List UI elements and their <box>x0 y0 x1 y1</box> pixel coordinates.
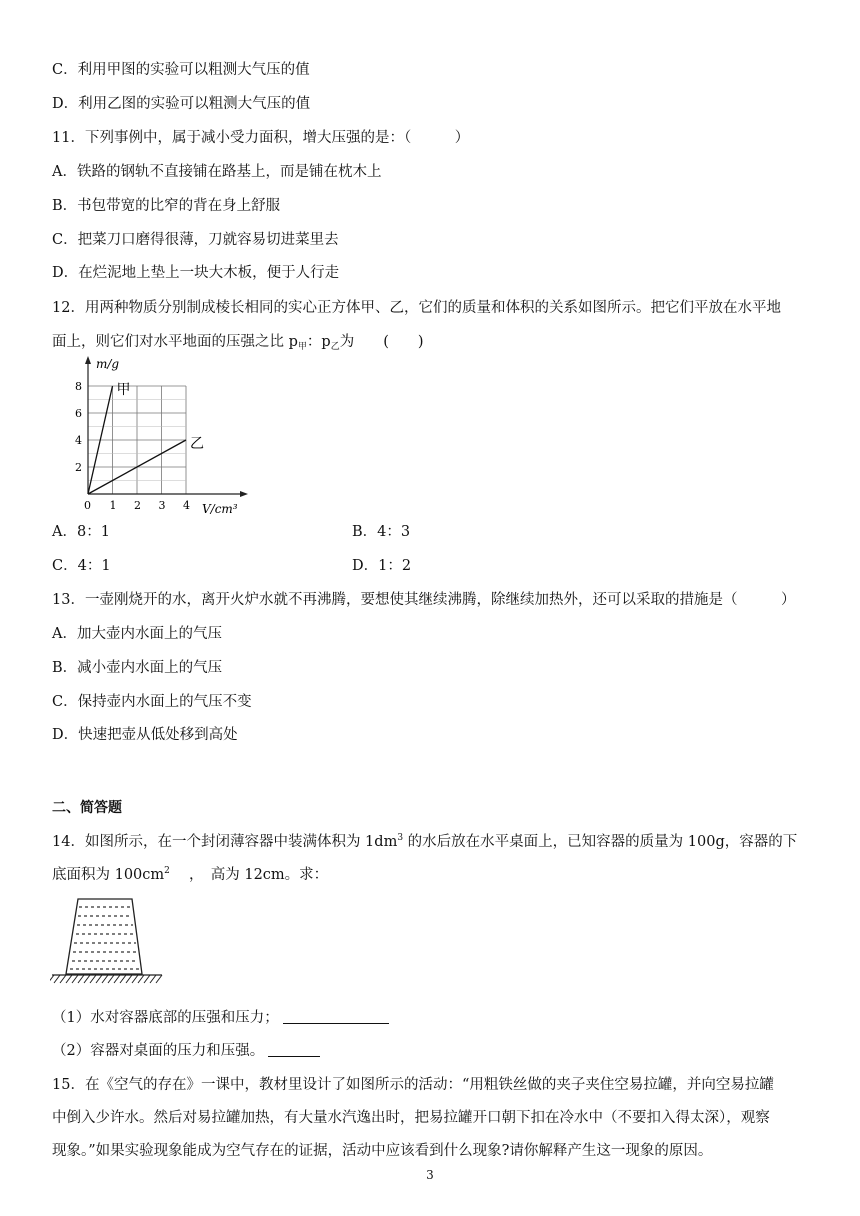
q14-sub2-text: （2）容器对桌面的压力和压强。 <box>52 1043 265 1059</box>
x-tick-label: 3 <box>158 499 166 512</box>
q13-option-b: B．减小壶内水面上的气压 <box>52 660 223 676</box>
origin-label: 0 <box>84 499 91 512</box>
hatch-line <box>50 975 54 983</box>
hatch-line <box>90 975 96 983</box>
q12-stem-line2-pre: 面上，则它们对水平地面的压强之比 p <box>52 334 298 350</box>
q13-option-a: A．加大壶内水面上的气压 <box>52 626 222 642</box>
q14-line2-pre: 底面积为 100cm <box>52 867 165 883</box>
hatch-line <box>150 975 156 983</box>
q13-option-c: C．保持壶内水面上的气压不变 <box>52 694 252 710</box>
q11-option-b: B．书包带宽的比窄的背在身上舒服 <box>52 198 281 214</box>
chart-grid <box>88 386 186 494</box>
q14-sub1-blank[interactable] <box>283 1009 389 1024</box>
q12-option-a: A．8：1 <box>52 524 110 540</box>
q14-sub2 <box>52 1041 320 1061</box>
hatch-line <box>66 975 72 983</box>
q14-line1-post: 的水后放在水平桌面上，已知容器的质量为 100g，容器的下 <box>403 834 798 850</box>
y-axis-label: m/g <box>96 357 120 371</box>
y-tick-label: 8 <box>75 380 82 393</box>
x-tick-label: 1 <box>109 499 117 512</box>
x-tick-label: 2 <box>134 499 141 512</box>
q10-option-c: C．利用甲图的实验可以粗测大气压的值 <box>52 62 310 78</box>
q12-stem-line2-post: 为 ( ) <box>339 334 424 350</box>
q15-line3: 现象。”如果实验现象能成为空气存在的证据，活动中应该看到什么现象?请你解释产生这一现象的原因。 <box>52 1143 713 1159</box>
q10-option-d: D．利用乙图的实验可以粗测大气压的值 <box>52 96 311 112</box>
q14-sup2: 2 <box>164 866 170 876</box>
chart-labels <box>75 357 238 516</box>
hatch-line <box>120 975 126 983</box>
y-tick-label: 6 <box>75 407 82 420</box>
q14-sub2-blank[interactable] <box>268 1042 320 1057</box>
hatch-line <box>60 975 66 983</box>
q11-stem: 11．下列事例中，属于减小受力面积，增大压强的是：（ ） <box>52 130 470 146</box>
q13-stem: 13．一壶刚烧开的水，离开火炉水就不再沸腾，要想使其继续沸腾，除继续加热外，还可以采取的措施是（ ） <box>52 592 796 608</box>
table-hatching <box>50 975 162 983</box>
page-number: 3 <box>426 1168 434 1182</box>
hatch-line <box>108 975 114 983</box>
q11-option-c: C．把菜刀口磨得很薄，刀就容易切进菜里去 <box>52 232 339 248</box>
series-label-1: 甲 <box>116 382 131 398</box>
series-label-2: 乙 <box>190 436 204 452</box>
q12-sub-yi: 乙 <box>330 342 340 352</box>
y-tick-label: 4 <box>75 434 82 447</box>
hatch-line <box>138 975 144 983</box>
q14-sub1 <box>52 1008 389 1028</box>
hatch-line <box>114 975 120 983</box>
hatch-line <box>132 975 138 983</box>
container-figure <box>50 896 168 988</box>
q14-line2 <box>52 861 328 885</box>
hatch-line <box>72 975 78 983</box>
q14-sup3: 3 <box>397 833 404 843</box>
x-tick-label: 4 <box>183 499 190 512</box>
hatch-line <box>102 975 108 983</box>
q12-colon: ：p <box>306 334 331 350</box>
hatch-line <box>144 975 150 983</box>
hatch-line <box>126 975 132 983</box>
container-outline <box>66 899 142 974</box>
q11-option-a: A．铁路的钢轨不直接铺在路基上，而是铺在枕木上 <box>52 164 382 180</box>
q14-sub1-text: （1）水对容器底部的压强和压力； <box>52 1010 279 1026</box>
q12-option-c: C．4：1 <box>52 558 111 574</box>
hatch-line <box>78 975 84 983</box>
q12-option-b: B．4：3 <box>352 524 411 540</box>
q14-line1-pre: 14．如图所示，在一个封闭薄容器中装满体积为 1dm <box>52 834 398 850</box>
q12-sub-jia: 甲 <box>297 342 307 352</box>
mass-volume-chart <box>52 352 252 520</box>
q11-option-d: D．在烂泥地上垫上一块大木板，便于人行走 <box>52 265 340 281</box>
hatch-line <box>96 975 102 983</box>
x-axis-arrow <box>240 491 248 497</box>
q12-option-d: D．1：2 <box>352 558 412 574</box>
y-tick-label: 2 <box>75 461 82 474</box>
q13-option-d: D．快速把壶从低处移到高处 <box>52 727 238 743</box>
q12-stem-line1: 12．用两种物质分别制成棱长相同的实心正方体甲、乙，它们的质量和体积的关系如图所示。把它们平放在水平地 <box>52 300 781 316</box>
y-axis-arrow <box>85 356 91 364</box>
hatch-line <box>84 975 90 983</box>
q14-line1 <box>52 828 797 852</box>
section-title: 二、简答题 <box>52 800 122 816</box>
q15-line1: 15．在《空气的存在》一课中，教材里设计了如图所示的活动：“用粗铁丝做的夹子夹住空易拉罐，并向空易拉罐 <box>52 1077 774 1093</box>
hatch-line <box>156 975 162 983</box>
q15-line2: 中倒入少许水。然后对易拉罐加热，有大量水汽逸出时，把易拉罐开口朝下扣在冷水中（不要扣入得太深），观察 <box>52 1110 770 1126</box>
x-axis-label: V/cm³ <box>202 502 238 516</box>
q14-line2-post: ， 高为 12cm。求： <box>169 867 329 883</box>
hatch-line <box>54 975 60 983</box>
